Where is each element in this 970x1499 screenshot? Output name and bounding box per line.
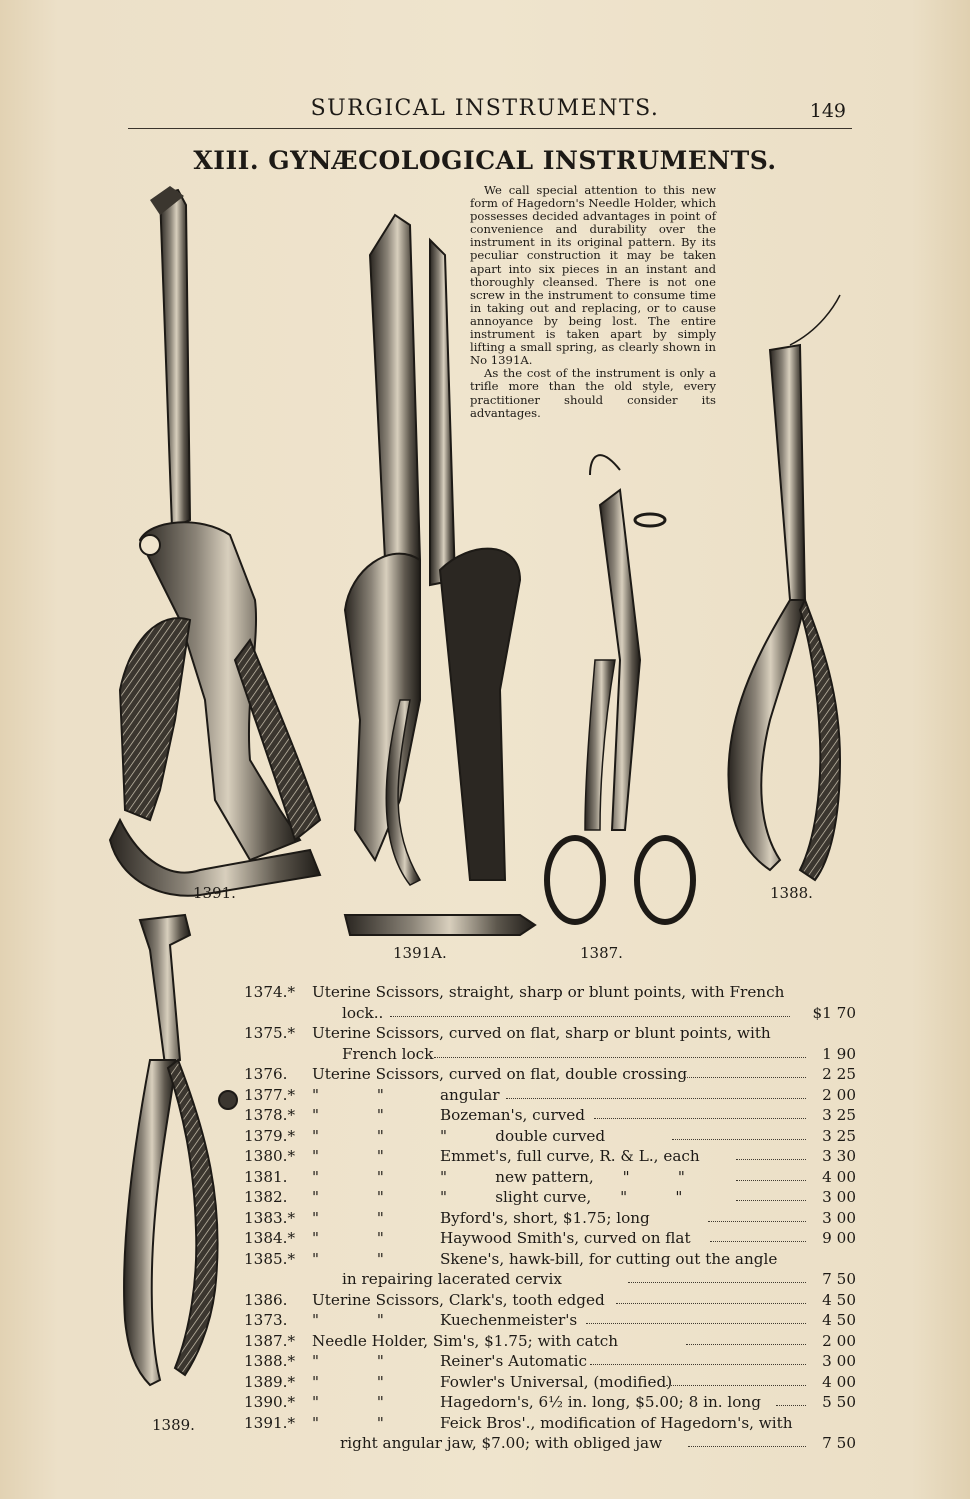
list-item	[244, 982, 856, 1003]
list-item	[244, 1023, 856, 1044]
catalog-number: 1378.*	[244, 1106, 296, 1124]
catalog-number: 1383.*	[244, 1208, 296, 1227]
item-description: Uterine Scissors, Clark's, tooth edged	[312, 1290, 605, 1309]
list-item	[244, 1146, 856, 1167]
item-description: Hagedorn's, 6½ in. long, $5.00; 8 in. long	[440, 1393, 761, 1411]
dot-leader	[736, 1167, 806, 1181]
dot-leader	[586, 1310, 806, 1324]
list-item	[244, 1331, 856, 1352]
ditto-marks: " "	[312, 1188, 384, 1206]
dot-leader	[666, 1372, 806, 1386]
ditto-marks: " "	[312, 1085, 384, 1104]
catalog-number: 1375.*	[244, 1024, 296, 1042]
dot-leader	[688, 1433, 806, 1447]
dot-leader	[590, 1351, 806, 1365]
dot-leader	[616, 1290, 806, 1304]
instrument-1389-needle-holder	[124, 915, 237, 1385]
instrument-1391-parts	[345, 215, 535, 935]
description-paragraph-2: As the cost of the instrument is only a trifle more than the old style, every practitioner should consider its advantages.	[470, 366, 716, 420]
item-price: 3 30	[822, 1147, 856, 1165]
instrument-1391-needle-holder	[110, 186, 320, 896]
ditto-marks: " "	[312, 1126, 384, 1145]
header-title: SURGICAL INSTRUMENTS.	[310, 96, 660, 121]
dot-leader	[434, 1044, 806, 1058]
dot-leader	[628, 1269, 806, 1283]
item-price: 3 25	[822, 1126, 856, 1145]
ditto-marks: " "	[312, 1372, 384, 1391]
item-price: 3 00	[822, 1208, 856, 1227]
item-description: Uterine Scissors, curved on flat, sharp or blunt points, with	[312, 1024, 771, 1042]
ditto-marks: " "	[312, 1208, 384, 1227]
list-item-continuation	[244, 1269, 856, 1290]
catalog-number: 1374.*	[244, 983, 296, 1001]
list-item	[244, 1310, 856, 1331]
item-description-continued: French lock	[342, 1044, 434, 1063]
ditto-marks: " "	[312, 1393, 384, 1411]
item-description-continued: lock..	[342, 1003, 384, 1022]
catalog-number: 1387.*	[244, 1331, 296, 1350]
item-price: 3 25	[822, 1106, 856, 1124]
item-description: angular	[440, 1085, 500, 1104]
item-price: 1 90	[822, 1044, 856, 1063]
dot-leader	[776, 1392, 806, 1406]
item-price: 7 50	[822, 1434, 856, 1452]
ditto-marks: " "	[312, 1106, 384, 1124]
item-description: Haywood Smith's, curved on flat	[440, 1229, 691, 1247]
catalog-number: 1373.	[244, 1311, 288, 1329]
catalog-number: 1389.*	[244, 1372, 296, 1391]
ditto-marks: " "	[312, 1249, 384, 1268]
list-item	[244, 1167, 856, 1188]
list-item	[244, 1064, 856, 1085]
list-item-continuation	[244, 1003, 856, 1024]
catalog-number: 1382.	[244, 1188, 288, 1206]
catalog-number: 1384.*	[244, 1229, 296, 1247]
item-price: 5 50	[822, 1393, 856, 1411]
list-item	[244, 1126, 856, 1147]
figure-label-1388: 1388.	[770, 884, 813, 902]
item-price: 4 50	[822, 1290, 856, 1309]
dot-leader	[710, 1228, 806, 1242]
item-price: 4 50	[822, 1311, 856, 1329]
catalog-number: 1377.*	[244, 1085, 296, 1104]
catalog-number: 1390.*	[244, 1393, 296, 1411]
dot-leader	[506, 1085, 806, 1099]
dot-leader	[736, 1187, 806, 1201]
ditto-marks: " "	[312, 1311, 384, 1329]
catalog-number: 1388.*	[244, 1352, 296, 1370]
list-item	[244, 1413, 856, 1434]
list-item	[244, 1249, 856, 1270]
figure-label-1391a: 1391A.	[393, 944, 447, 962]
item-description: Uterine Scissors, curved on flat, double crossing	[312, 1065, 688, 1083]
figure-label-1387: 1387.	[580, 944, 623, 962]
dot-leader	[684, 1064, 806, 1078]
item-price: 4 00	[822, 1167, 856, 1186]
item-description: " slight curve, " "	[440, 1188, 683, 1206]
ditto-marks: " "	[312, 1229, 384, 1247]
ditto-marks: " "	[312, 1147, 384, 1165]
item-description: Kuechenmeister's	[440, 1311, 578, 1329]
figure-label-1389: 1389.	[152, 1416, 195, 1434]
catalog-number: 1386.	[244, 1290, 288, 1309]
list-item	[244, 1105, 856, 1126]
catalog-number: 1376.	[244, 1065, 288, 1083]
catalog-number: 1391.*	[244, 1413, 296, 1432]
list-item	[244, 1187, 856, 1208]
item-price: 3 00	[822, 1188, 856, 1206]
item-price: 4 00	[822, 1372, 856, 1391]
catalog-number: 1380.*	[244, 1147, 296, 1165]
section-title: XIII. GYNÆCOLOGICAL INSTRUMENTS.	[193, 146, 777, 175]
item-description: Skene's, hawk-bill, for cutting out the angle	[440, 1249, 778, 1268]
dot-leader	[686, 1331, 806, 1345]
dot-leader	[594, 1105, 806, 1119]
item-price: 2 00	[822, 1085, 856, 1104]
item-description: Uterine Scissors, straight, sharp or blunt points, with French	[312, 983, 785, 1001]
list-item	[244, 1290, 856, 1311]
dot-leader	[672, 1126, 806, 1140]
item-price: 2 25	[822, 1065, 856, 1083]
list-item-continuation	[244, 1044, 856, 1065]
catalog-number: 1381.	[244, 1167, 288, 1186]
ditto-marks: " "	[312, 1413, 384, 1432]
page-number: 149	[809, 100, 846, 122]
item-description-continued: right angular jaw, $7.00; with obliged jaw	[340, 1434, 663, 1452]
list-item	[244, 1085, 856, 1106]
item-price: $1 70	[812, 1003, 856, 1022]
item-description: Byford's, short, $1.75; long	[440, 1208, 650, 1227]
dot-leader	[708, 1208, 806, 1222]
list-item	[244, 1372, 856, 1393]
item-description: Bozeman's, curved	[440, 1106, 585, 1124]
list-item	[244, 1228, 856, 1249]
item-price: 2 00	[822, 1331, 856, 1350]
item-description: Reiner's Automatic	[440, 1352, 588, 1370]
dot-leader	[390, 1003, 790, 1017]
figure-label-1391: 1391.	[193, 884, 236, 902]
instrument-1387-needle-holder	[547, 455, 693, 922]
price-list	[244, 982, 856, 1454]
catalog-number: 1385.*	[244, 1249, 296, 1268]
description-paragraph-1: We call special attention to this new form of Hagedorn's Needle Holder, which possesses decided advantages in point of convenience and durability over the instrument in its original pattern. By its peculiar construction it may be taken apart into six pieces in an instant and thoroughly cleansed. There is not one screw in the instrument to consume time in taking out and replacing, or to cause annoyance by being lost. The entire instrument is taken apart by simply lifting a small spring, as clearly shown in No 1391A.	[470, 183, 716, 368]
instrument-1388-needle-holder	[728, 295, 840, 880]
list-item	[244, 1351, 856, 1372]
ditto-marks: " "	[312, 1352, 384, 1370]
item-description: " new pattern, " "	[440, 1167, 685, 1186]
item-price: 7 50	[822, 1270, 856, 1288]
list-item	[244, 1392, 856, 1413]
item-description: " double curved	[440, 1126, 606, 1145]
dot-leader	[736, 1146, 806, 1160]
list-item-continuation	[244, 1433, 856, 1454]
item-price: 9 00	[822, 1229, 856, 1247]
item-description: Feick Bros'., modification of Hagedorn's, with	[440, 1413, 793, 1432]
item-price: 3 00	[822, 1352, 856, 1370]
catalog-number: 1379.*	[244, 1126, 296, 1145]
item-description: Emmet's, full curve, R. & L., each	[440, 1147, 700, 1165]
item-description: Needle Holder, Sim's, $1.75; with catch	[312, 1331, 619, 1350]
item-description-continued: in repairing lacerated cervix	[342, 1270, 562, 1288]
ditto-marks: " "	[312, 1167, 384, 1186]
item-description: Fowler's Universal, (modified)	[440, 1372, 673, 1391]
list-item	[244, 1208, 856, 1229]
